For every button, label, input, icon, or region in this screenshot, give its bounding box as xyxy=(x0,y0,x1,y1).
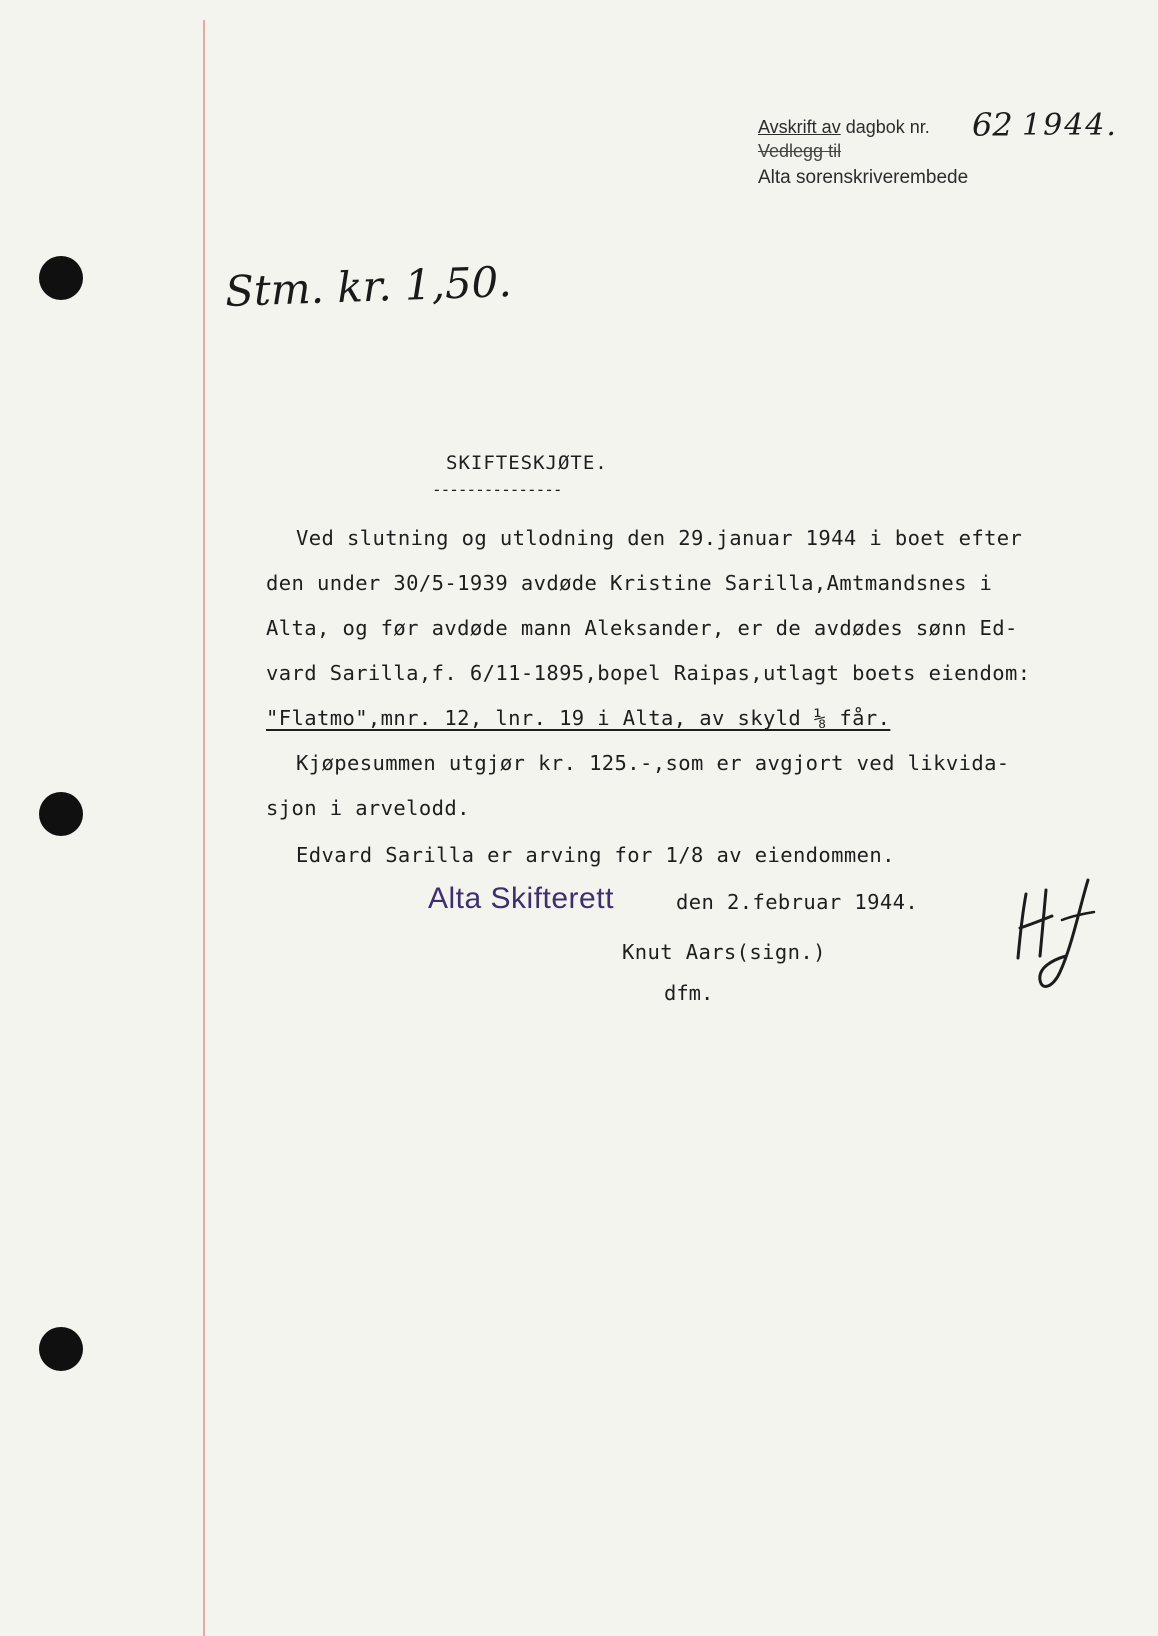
punch-hole xyxy=(39,256,83,300)
document-title: SKIFTESKJØTE. xyxy=(446,452,608,474)
court-date: den 2.februar 1944. xyxy=(676,890,919,914)
body-line: Kjøpesummen utgjør kr. 125.-,som er avgjort ved likvida- xyxy=(296,751,1010,775)
handwritten-initials xyxy=(1012,876,1102,1006)
body-line: vard Sarilla,f. 6/11-1895,bopel Raipas,utlagt boets eiendom: xyxy=(266,661,1031,685)
signature-name: Knut Aars(sign.) xyxy=(622,940,826,964)
red-margin-line xyxy=(203,20,205,1636)
punch-hole xyxy=(39,1327,83,1371)
signature-abbreviation: dfm. xyxy=(664,981,714,1005)
court-stamp: Alta Skifterett xyxy=(428,882,614,915)
body-line: Ved slutning og utlodning den 29.januar 1944 i boet efter xyxy=(296,526,1023,550)
punch-hole xyxy=(39,792,83,836)
title-underline: --------------- xyxy=(432,480,562,499)
handwritten-year-prefix: 19 xyxy=(1022,108,1065,143)
body-line: Alta, og før avdøde mann Aleksander, er de avdødes sønn Ed- xyxy=(266,616,1018,640)
header-stamp-office: Alta sorenskriverembede xyxy=(758,167,969,188)
body-line: Edvard Sarilla er arving for 1/8 av eiendommen. xyxy=(296,843,895,867)
header-stamp-vedlegg: Vedlegg til xyxy=(758,141,842,161)
handwritten-journal-number: 62 xyxy=(972,106,1013,144)
body-line: sjon i arvelodd. xyxy=(266,796,470,820)
handwritten-stamp-fee: Stm. kr. 1,50. xyxy=(224,257,513,316)
body-line: den under 30/5-1939 avdøde Kristine Sarilla,Amtmandsnes i xyxy=(266,571,993,595)
header-stamp-dagbok: dagbok nr. xyxy=(840,117,930,137)
body-line-property: "Flatmo",mnr. 12, lnr. 19 i Alta, av skyld ⅛ får. xyxy=(266,706,891,730)
handwritten-year-suffix: 44. xyxy=(1064,108,1118,143)
handwritten-year xyxy=(1022,108,1118,143)
header-stamp-avskrift: Avskrift av xyxy=(758,117,841,137)
